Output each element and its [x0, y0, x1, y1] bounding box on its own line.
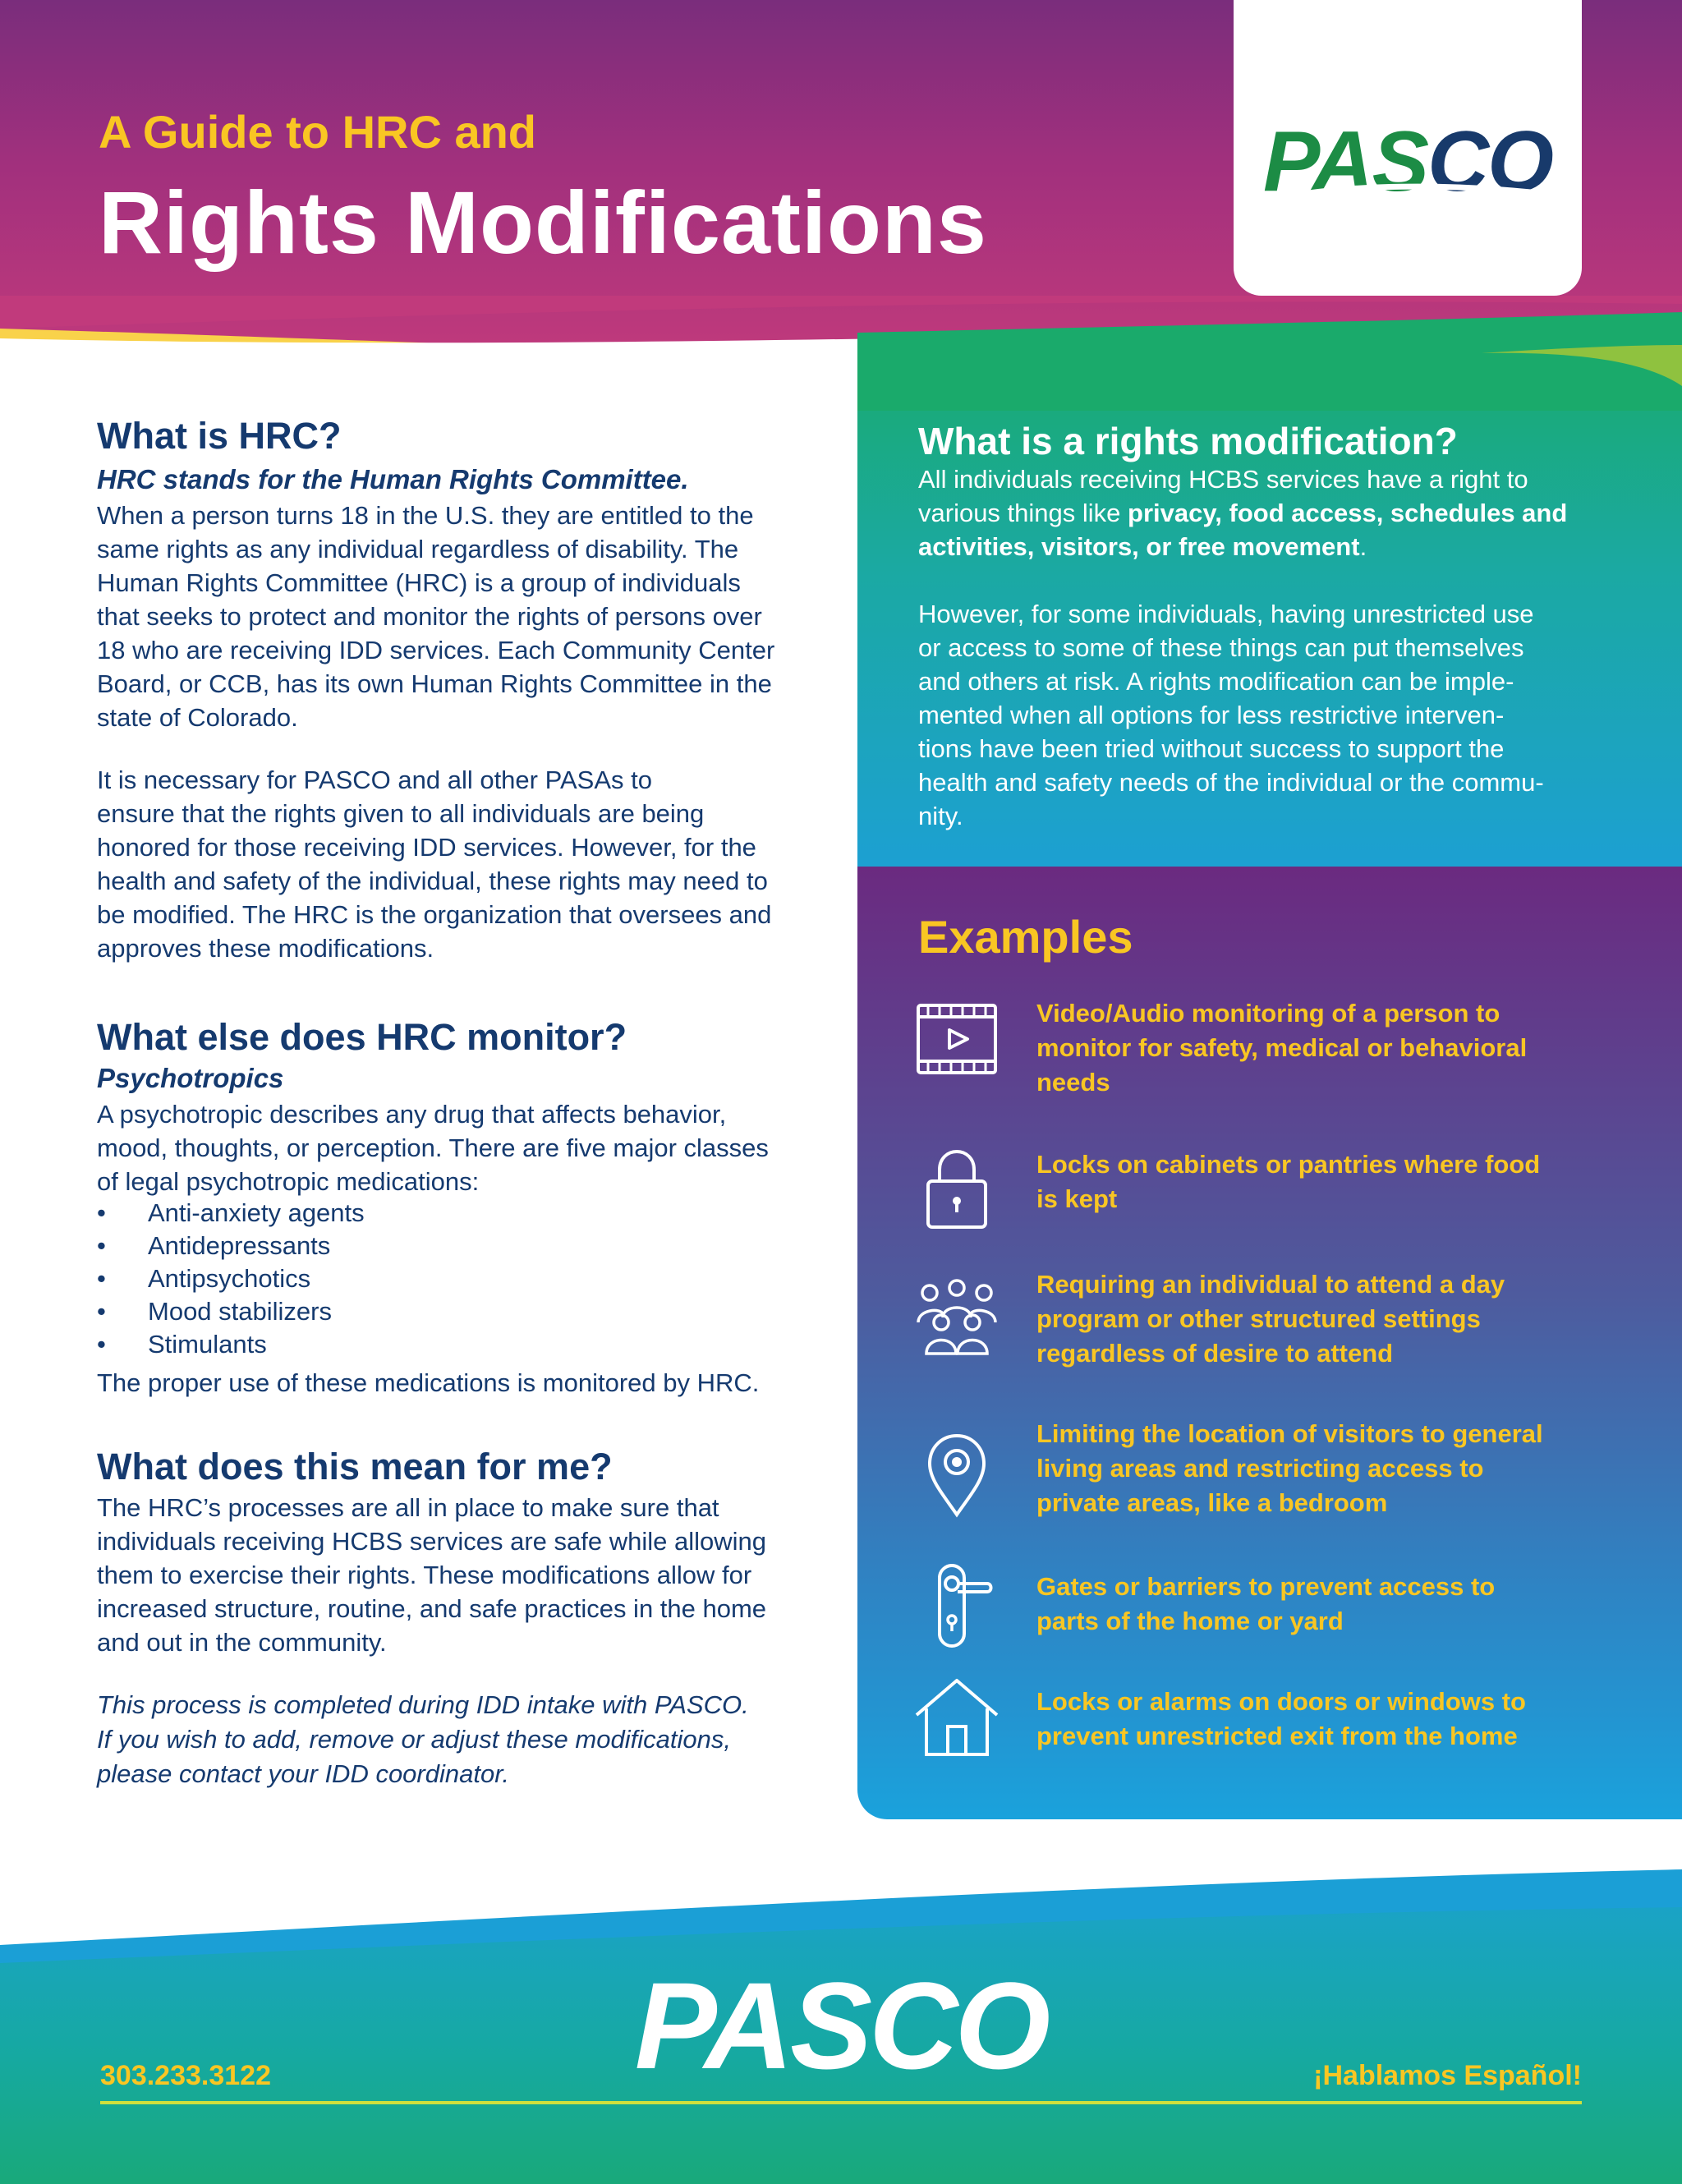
psychotropics-closing: The proper use of these medications is monitored by HRC.: [97, 1368, 760, 1397]
logo-box: [1234, 0, 1582, 296]
spanish-notice: ¡Hablamos Español!: [1313, 2060, 1582, 2091]
para1-line3-end: .: [1359, 532, 1367, 561]
what-is-hrc-para2: It is necessary for PASCO and all other PASAs to ensure that the rights given to all individuals are being honored for those receiving IDD services. However, for the health and safety of the individual, these rights may need to be modified. The HRC is the organization that oversees and approves these modifications.: [97, 766, 772, 963]
example-item-6: Locks or alarms on doors or windows to prevent unrestricted exit from the home: [1036, 1687, 1526, 1750]
location-pin-icon: [912, 1429, 1002, 1520]
rights-panel-top-edge: [857, 312, 1682, 411]
footer-pasco-logo: PASCO: [634, 1956, 1048, 2094]
lock-icon: [912, 1143, 1002, 1234]
example-item-2: Locks on cabinets or pantries where food is kept: [1036, 1150, 1541, 1213]
house-icon: [912, 1672, 1002, 1763]
footer-divider: [100, 2101, 1582, 2104]
intake-note: This process is completed during IDD intake with PASCO. If you wish to add, remove or adjust these modifications, please contact your IDD coordinator.: [97, 1690, 749, 1788]
logo-part-navy: CO: [1427, 114, 1553, 209]
header-subtitle: A Guide to HRC and: [99, 106, 537, 158]
para1-line2-bold: privacy, food access, schedules and: [1128, 499, 1568, 527]
rights-modification-para1: [918, 462, 1641, 563]
examples-heading: Examples: [918, 911, 1133, 963]
what-is-hrc-para1: When a person turns 18 in the U.S. they are entitled to the same rights as any individual regardless of disability. The Human Rights Committee (HRC) is a group of individuals that seeks to protect and monitor the rights of persons over 18 who are receiving IDD services. Each Community Center Board, or CCB, has its own Human Rights Committee in the state of Colorado.: [97, 501, 775, 732]
para1-line1: All individuals receiving HCBS services have a right to: [918, 465, 1528, 494]
logo-swoosh: [1284, 181, 1531, 205]
example-item-5: Gates or barriers to prevent access to parts of the home or yard: [1036, 1572, 1496, 1635]
medication-class-list: [97, 1197, 365, 1361]
list-item: • Antipsychotics: [97, 1262, 365, 1295]
page-title: Rights Modifications: [99, 172, 987, 272]
list-item: • Mood stabilizers: [97, 1295, 365, 1328]
example-item-1: Video/Audio monitoring of a person to monitor for safety, medical or behavioral needs: [1036, 999, 1528, 1097]
group-icon: [912, 1271, 1002, 1362]
meaning-heading: What does this mean for me?: [97, 1446, 613, 1487]
list-item: • Anti-anxiety agents: [97, 1197, 365, 1230]
psychotropics-para: A psychotropic describes any drug that affects behavior, mood, thoughts, or perception. There are five major classes of legal psychotropic medications:: [97, 1100, 769, 1196]
phone-number[interactable]: 303.233.3122: [100, 2060, 271, 2091]
hrc-monitor-heading: What else does HRC monitor?: [97, 1016, 627, 1058]
door-handle-icon: [912, 1561, 1002, 1651]
video-icon: [912, 994, 1002, 1084]
rights-modification-para2: However, for some individuals, having unrestricted use or access to some of these things can put themselves and others at risk. A rights modification can be imple- mented when all options for less restrictive interven- tions have been tried without success to support the health and safety needs of the individual or the commu- nity.: [918, 600, 1544, 830]
rights-modification-heading: What is a rights modification?: [918, 420, 1458, 462]
what-is-hrc-subheading: HRC stands for the Human Rights Committee.: [97, 464, 689, 494]
para1-line2: various things like: [918, 499, 1128, 527]
what-is-hrc-heading: What is HRC?: [97, 415, 342, 457]
example-item-3: Requiring an individual to attend a day program or other structured settings regardless of desire to attend: [1036, 1270, 1505, 1368]
psychotropics-subheading: Psychotropics: [97, 1063, 284, 1093]
para1-line3-bold: activities, visitors, or free movement: [918, 532, 1360, 561]
example-item-4: Limiting the location of visitors to general living areas and restricting access to private areas, like a bedroom: [1036, 1419, 1543, 1517]
meaning-para: The HRC’s processes are all in place to make sure that individuals receiving HCBS services are safe while allowing them to exercise their rights. These modifications allow for increased structure, routine, and safe practices in the home and out in the community.: [97, 1493, 767, 1657]
logo-part-green: PAS: [1262, 114, 1428, 209]
list-item: • Antidepressants: [97, 1230, 365, 1262]
list-item: • Stimulants: [97, 1328, 365, 1361]
